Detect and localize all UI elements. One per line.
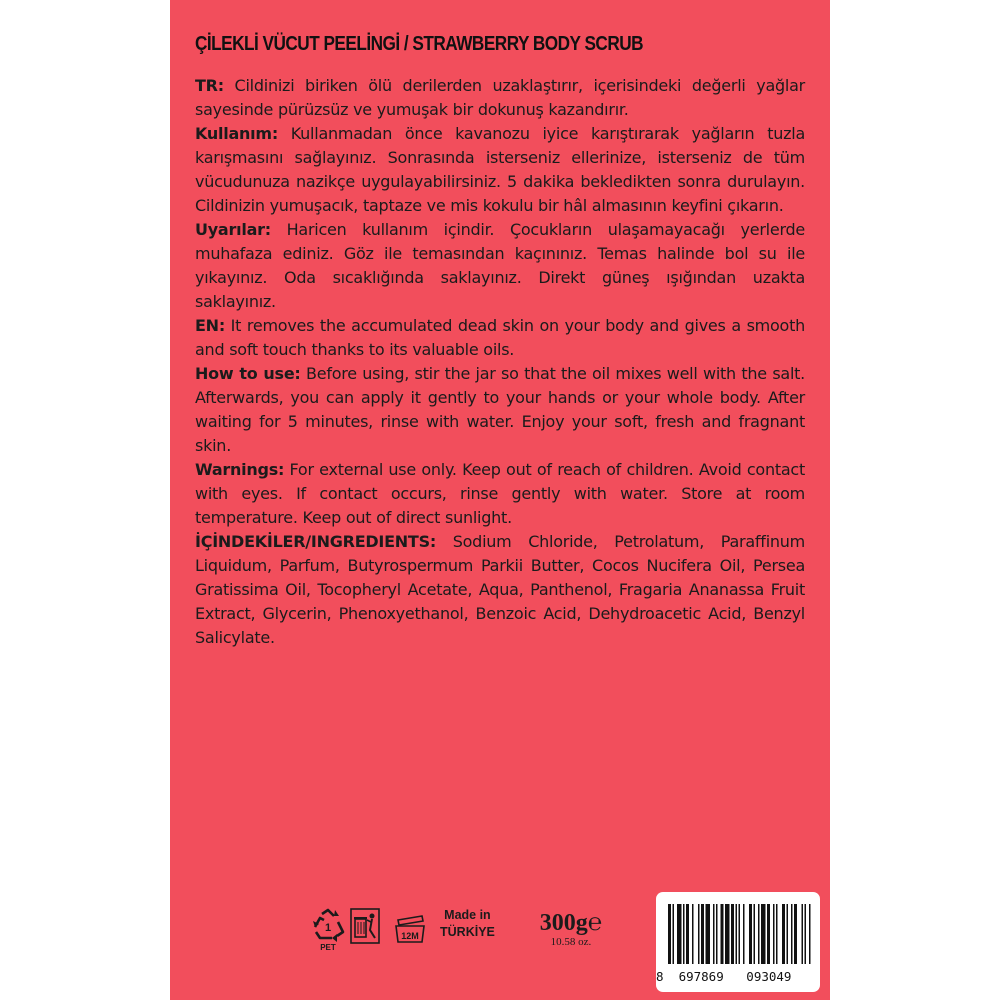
barcode-bar: [731, 904, 734, 964]
paragraph-text: Before using, stir the jar so that the oil mixes well with the salt. Afterwards, you can apply it gently to your hands or your whole body. After waiting for 5 minutes, rinse with water. Enjoy your soft, fresh and fragnant skin.: [195, 364, 806, 455]
barcode-bar: [794, 904, 797, 964]
paragraph-en: [195, 314, 805, 362]
barcode-bar: [754, 904, 756, 964]
barcode-bar: [736, 904, 738, 964]
paragraph-label: İÇİNDEKİLER/INGREDIENTS:: [195, 532, 437, 551]
barcode-bar: [739, 904, 741, 964]
barcode-bar: [721, 904, 724, 964]
barcode-bar: [773, 904, 775, 964]
paragraph-tr: [195, 74, 805, 122]
barcode-bar: [758, 904, 760, 964]
barcode-bar: [805, 904, 807, 964]
barcode-bar: [761, 904, 766, 964]
pao-label: 12M: [401, 931, 419, 941]
paragraph-text: Haricen kullanım içindir. Çocukların ulaşamayacağı yerlerde muhafaza ediniz. Göz ile temasından kaçınınız. Temas halinde bol su ile yıkayınız. Oda sıcaklığında saklayınız. Direkt güneş ışığından uzakta saklayınız.: [195, 220, 805, 311]
barcode-bar: [787, 904, 789, 964]
paragraph-label: EN:: [195, 316, 225, 335]
barcode-bar: [686, 904, 689, 964]
paragraph-how-to-use: [195, 362, 805, 458]
paragraph-uyarilar: [195, 218, 805, 314]
paragraph-text: Cildinizi biriken ölü derilerden uzaklaştırır, içerisindeki değerli yağlar sayesinde pürüzsüz ve yumuşak bir dokunuş kazandırır.: [195, 76, 805, 119]
barcode-bar: [668, 904, 671, 964]
barcode-panel: [656, 892, 820, 992]
weight-oz: 10.58 oz.: [550, 936, 592, 948]
barcode-bar: [776, 904, 778, 964]
barcode-digits: 8 697869 093049: [656, 969, 792, 984]
paragraph-label: How to use:: [195, 364, 301, 383]
barcode-bar: [698, 904, 700, 964]
net-weight: [536, 910, 606, 948]
barcode-bar: [683, 904, 685, 964]
paragraph-text: Kullanmadan önce kavanozu iyice karıştırarak yağların tuzla karışmasını sağlayınız. Sonrasında isterseniz ellerinize, isterseniz de tüm vücudunuza nazikçe uygulayabilirsiniz. 5 dakika bekledikten sonra durulayın. Cildinizin yumuşacık, taptaze ve mis kokulu bir hâl almasının keyfini çıkarın.: [195, 124, 805, 215]
barcode-bar: [713, 904, 715, 964]
paragraph-label: Warnings:: [195, 460, 285, 479]
paragraph-warnings: [195, 458, 805, 530]
barcode-bar: [743, 904, 745, 964]
product-title: ÇİLEKLİ VÜCUT PEELİNGİ / STRAWBERRY BODY SCRUB: [195, 33, 644, 55]
made-in-label: [440, 907, 495, 941]
made-in-line1: Made in: [444, 908, 491, 922]
made-in-line2: TÜRKİYE: [440, 925, 495, 939]
barcode-bar: [673, 904, 675, 964]
paragraph-kullanim: [195, 122, 805, 218]
product-label: [170, 0, 830, 1000]
paragraph-text: For external use only. Keep out of reach of children. Avoid contact with eyes. If contact occurs, rinse gently with water. Store at room temperature. Keep out of direct sunlight.: [195, 460, 805, 527]
barcode-bar: [725, 904, 730, 964]
barcode: [656, 892, 820, 968]
paragraph-label: Kullanım:: [195, 124, 278, 143]
barcode-bar: [706, 904, 711, 964]
barcode-bar: [716, 904, 718, 964]
trash-bin-icon: [350, 908, 380, 944]
recycle-number: 1: [324, 922, 332, 934]
barcode-bar: [791, 904, 793, 964]
paragraph-label: TR:: [195, 76, 224, 95]
barcode-bar: [767, 904, 770, 964]
recycle-material: PET: [320, 943, 336, 952]
barcode-bar: [692, 904, 694, 964]
estimated-sign: ℮: [587, 910, 603, 936]
label-text: [195, 74, 805, 650]
barcode-bar: [782, 904, 785, 964]
paragraph-label: Uyarılar:: [195, 220, 271, 239]
paragraph-text: Sodium Chloride, Petrolatum, Paraffinum Liquidum, Parfum, Butyrospermum Parkii Butter, Cocos Nucifera Oil, Persea Gratissima Oil, Tocopheryl Acetate, Aqua, Panthenol, Fragaria Ananassa Fruit Extract, Glycerin, Phenoxyethanol, Benzoic Acid, Dehydroacetic Acid, Benzyl Salicylate.: [195, 532, 805, 647]
barcode-bar: [701, 904, 704, 964]
open-jar-icon: [392, 910, 428, 944]
recycle-icon: [308, 908, 348, 952]
paragraph-ingredients: [195, 530, 805, 650]
barcode-bar: [677, 904, 682, 964]
barcode-bar: [749, 904, 752, 964]
paragraph-text: It removes the accumulated dead skin on your body and gives a smooth and soft touch thanks to its valuable oils.: [195, 316, 805, 359]
barcode-bar: [802, 904, 804, 964]
barcode-bar: [809, 904, 811, 964]
weight-value: 300g: [539, 910, 588, 936]
